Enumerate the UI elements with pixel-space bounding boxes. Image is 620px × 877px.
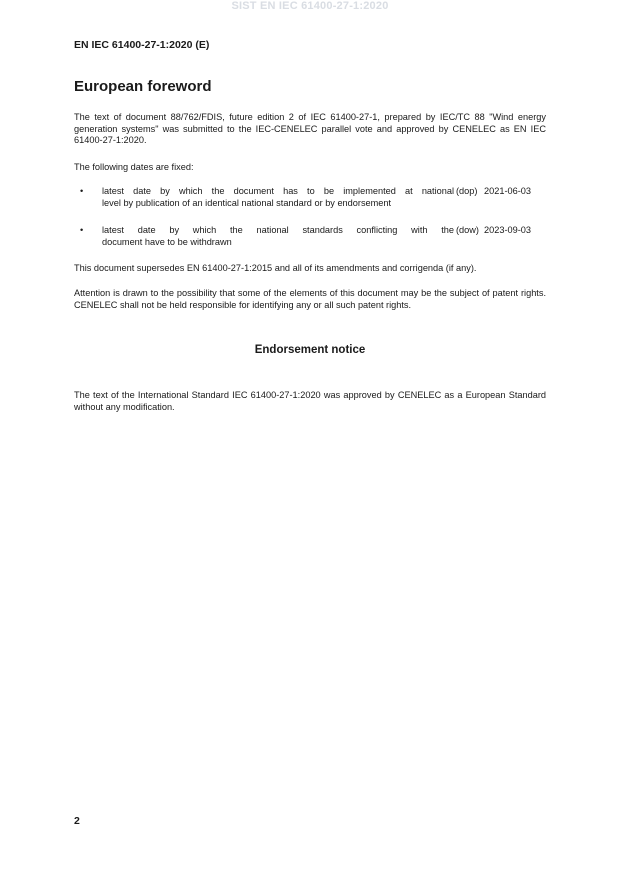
date-item-text-line2: level by publication of an identical national standard or by endorsement [102,197,392,208]
date-item-text-line1: latest date by which the document has to be implemented at national [102,186,454,196]
date-item-text-line2: document have to be withdrawn [102,236,232,247]
page-number: 2 [74,815,80,827]
attention-paragraph: Attention is drawn to the possibility that some of the elements of this document may be the subject of patent rights. CENELEC shall not be held responsible for identifying any or all such patent rights. [74,288,546,310]
watermark: SIST EN IEC 61400-27-1:2020 [231,0,389,12]
date-item-date: 2021-06-03 [484,186,531,196]
foreword-title: European foreword [74,78,212,95]
bullet-marker: • [80,225,84,235]
supersedes-paragraph: This document supersedes EN 61400-27-1:2015 and all of its amendments and corrigenda (if any). [74,263,477,273]
document-id: EN IEC 61400-27-1:2020 (E) [74,39,210,51]
bullet-marker: • [80,186,84,196]
date-item-code: (dop) [456,186,478,196]
endorsement-title: Endorsement notice [254,344,366,356]
date-item-text-line1: latest date by which the national standards conflicting with the [102,225,454,235]
date-item-date: 2023-09-03 [484,225,531,235]
date-item-code: (dow) [456,225,479,235]
foreword-intro: The text of document 88/762/FDIS, future edition 2 of IEC 61400-27-1, prepared by IEC/TC 88 "Wind energy generation systems" was submitted to the IEC-CENELEC parallel vote and approved by CENELEC as EN IEC 61400-27-1:2020. [74,112,546,145]
dates-intro: The following dates are fixed: [74,162,194,172]
endorsement-text: The text of the International Standard IEC 61400-27-1:2020 was approved by CENELEC as a European Standard without any modification. [74,390,546,412]
